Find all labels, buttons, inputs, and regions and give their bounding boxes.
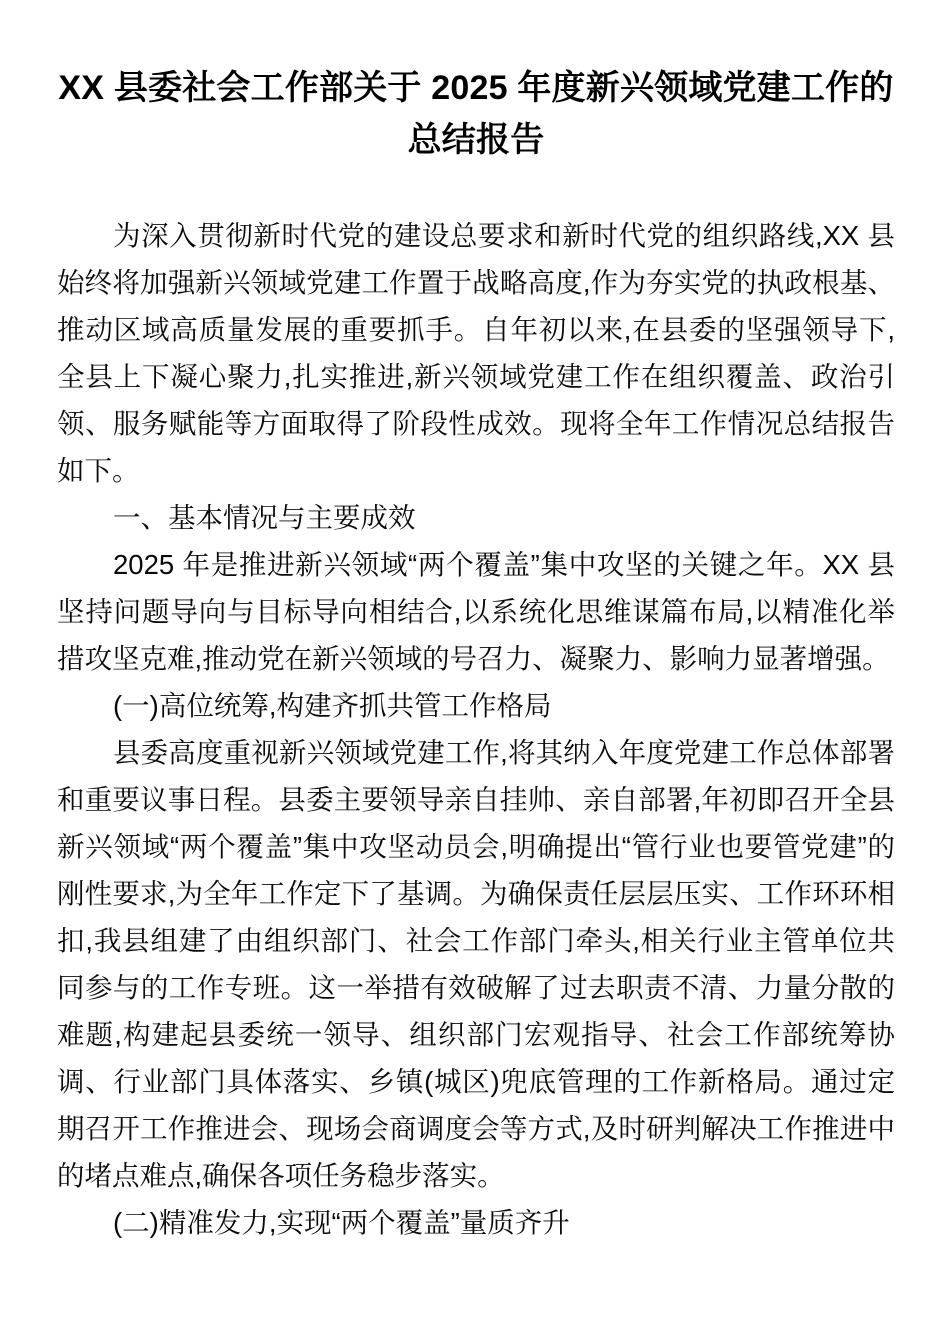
paragraph-section-1-body: 2025 年是推进新兴领域“两个覆盖”集中攻坚的关键之年。XX 县坚持问题导向与目标导向相结合,以系统化思维谋篇布局,以精准化举措攻坚克难,推动党在新兴领域的号召力、凝聚力、影响力显著增强。	[57, 549, 895, 674]
paragraph-subsection-1-body: 县委高度重视新兴领域党建工作,将其纳入年度党建工作总体部署和重要议事日程。县委主要领导亲自挂帅、亲自部署,年初即召开全县新兴领域“两个覆盖”集中攻坚动员会,明确提出“管行业也要管党建”的刚性要求,为全年工作定下了基调。为确保责任层层压实、工作环环相扣,我县组建了由组织部门、社会工作部门牵头,相关行业主管单位共同参与的工作专班。这一举措有效破解了过去职责不清、力量分散的难题,构建起县委统一领导、组织部门宏观指导、社会工作部统筹协调、行业部门具体落实、乡镇(城区)兜底管理的工作新格局。通过定期召开工作推进会、现场会商调度会等方式,及时研判解决工作推进中的堵点难点,确保各项任务稳步落实。	[57, 737, 895, 1191]
subsection-heading-1: (一)高位统筹,构建齐抓共管工作格局	[113, 690, 552, 721]
paragraph-intro: 为深入贯彻新时代党的建设总要求和新时代党的组织路线,XX 县始终将加强新兴领域党建工作置于战略高度,作为夯实党的执政根基、推动区域高质量发展的重要抓手。自年初以来,在县委的坚强领导下,全县上下凝心聚力,扎实推进,新兴领域党建工作在组织覆盖、政治引领、服务赋能等方面取得了阶段性成效。现将全年工作情况总结报告如下。	[57, 220, 895, 486]
document-content	[57, 0, 895, 1246]
page-title: XX 县委社会工作部关于 2025 年度新兴领域党建工作的总结报告	[58, 69, 894, 159]
document-body	[57, 166, 895, 1246]
section-heading-1: 一、基本情况与主要成效	[113, 502, 416, 533]
subsection-heading-2: (二)精准发力,实现“两个覆盖”量质齐升	[113, 1207, 570, 1238]
